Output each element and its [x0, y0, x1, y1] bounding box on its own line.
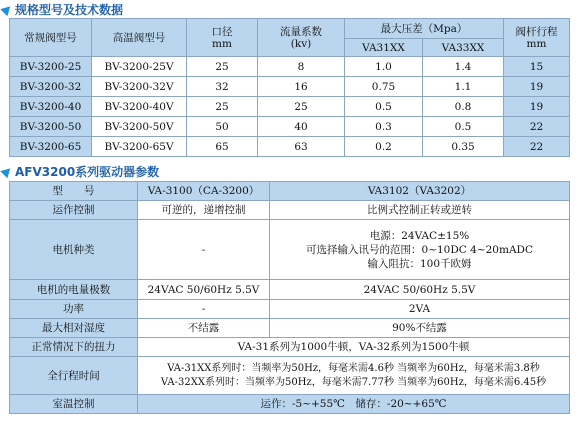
travel-label: 全行程时间 — [10, 357, 138, 395]
header-diameter-unit: mm — [212, 37, 232, 50]
motor-b — [270, 220, 570, 280]
cell-va31: 0.5 — [345, 97, 423, 117]
control-a: 可逆的，递增控制 — [138, 201, 270, 220]
header-flow — [258, 19, 345, 57]
cell-va33: 0.8 — [423, 97, 504, 117]
model-label: 型 号 — [10, 182, 138, 201]
model-b: VA3102（VA3202） — [270, 182, 570, 201]
power-label: 电机的电量极数 — [10, 280, 138, 300]
header-diameter-label: 口径 — [211, 25, 233, 38]
temp-label: 室温控制 — [10, 395, 138, 414]
model-a: VA-3100（CA-3200） — [138, 182, 270, 201]
motor-input-range: 可选择输入讯号的范围：0~10DC 4~20mADC — [306, 243, 533, 256]
cell-va33: 0.35 — [423, 137, 504, 157]
cell-va33: 1.4 — [423, 57, 504, 77]
cell-ht-model: BV-3200-40V — [92, 97, 187, 117]
motor-power-supply: 电源：24VAC±15% — [369, 229, 470, 242]
cell-diameter: 25 — [187, 97, 258, 117]
humid-label: 最大相对湿度 — [10, 319, 138, 338]
section-title: 规格型号及技术数据 — [15, 2, 124, 17]
header-stroke-label: 阀杆行程 — [515, 25, 558, 38]
power-b: 24VAC 50/60Hz 5.5V — [270, 280, 570, 300]
cell-va33: 1.1 — [423, 77, 504, 97]
cell-flow: 16 — [258, 77, 345, 97]
motor-a: - — [138, 220, 270, 280]
header-max-pressure: 最大压差（Mpa） — [345, 19, 504, 39]
table-row — [10, 137, 570, 157]
cell-std-model: BV-3200-65 — [10, 137, 92, 157]
cell-stroke: 19 — [504, 97, 570, 117]
diamond-bullet-icon — [0, 2, 13, 15]
watt-a: - — [138, 300, 270, 319]
cell-ht-model: BV-3200-65V — [92, 137, 187, 157]
torque-label: 正常情况下的扭力 — [10, 338, 138, 357]
table-row — [10, 117, 570, 137]
cell-ht-model: BV-3200-25V — [92, 57, 187, 77]
motor-impedance: 输入阻抗：100千欧姆 — [367, 257, 472, 270]
cell-flow: 63 — [258, 137, 345, 157]
header-ht-model: 高温阀型号 — [92, 19, 187, 57]
cell-va31: 1.0 — [345, 57, 423, 77]
cell-flow: 8 — [258, 57, 345, 77]
header-va31: VA31XX — [345, 39, 423, 57]
cell-std-model: BV-3200-50 — [10, 117, 92, 137]
cell-va31: 0.3 — [345, 117, 423, 137]
temp-value: 运作：-5~+55℃ 储存：-20~+65℃ — [138, 395, 570, 414]
cell-ht-model: BV-3200-50V — [92, 117, 187, 137]
travel-va32: VA-32XX系列时：当频率为50Hz，每毫米需7.77秒 当频率为60Hz，每毫米需6.45秒 — [160, 376, 547, 388]
cell-diameter: 50 — [187, 117, 258, 137]
control-label: 运作控制 — [10, 201, 138, 220]
header-stroke — [504, 19, 570, 57]
spec-table — [9, 18, 570, 157]
cell-stroke: 22 — [504, 117, 570, 137]
section-title: AFV3200系列驱动器参数 — [15, 164, 160, 179]
table-row — [10, 97, 570, 117]
header-va33: VA33XX — [423, 39, 504, 57]
header-flow-unit: (kv) — [290, 37, 312, 50]
torque-value: VA-31系列为1000牛顿，VA-32系列为1500牛顿 — [138, 338, 570, 357]
diamond-bullet-icon — [0, 164, 13, 177]
cell-flow: 40 — [258, 117, 345, 137]
motor-label: 电机种类 — [10, 220, 138, 280]
header-diameter — [187, 19, 258, 57]
actuator-table — [9, 181, 570, 414]
cell-flow: 25 — [258, 97, 345, 117]
header-flow-label: 流量系数 — [280, 25, 322, 38]
cell-std-model: BV-3200-32 — [10, 77, 92, 97]
section-heading-specs — [2, 1, 123, 17]
cell-va31: 0.75 — [345, 77, 423, 97]
table-row — [10, 57, 570, 77]
header-std-model: 常规阀型号 — [10, 19, 92, 57]
cell-std-model: BV-3200-25 — [10, 57, 92, 77]
watt-b: 2VA — [270, 300, 570, 319]
travel-value — [138, 357, 570, 395]
power-a: 24VAC 50/60Hz 5.5V — [138, 280, 270, 300]
cell-ht-model: BV-3200-32V — [92, 77, 187, 97]
cell-std-model: BV-3200-40 — [10, 97, 92, 117]
cell-va31: 0.2 — [345, 137, 423, 157]
cell-stroke: 22 — [504, 137, 570, 157]
section-heading-actuator — [2, 163, 159, 179]
control-b: 比例式控制正转或逆转 — [270, 201, 570, 220]
humid-b: 90%不结露 — [270, 319, 570, 338]
cell-diameter: 32 — [187, 77, 258, 97]
cell-stroke: 15 — [504, 57, 570, 77]
header-stroke-unit: mm — [526, 37, 547, 50]
humid-a: 不结露 — [138, 319, 270, 338]
cell-diameter: 25 — [187, 57, 258, 77]
cell-stroke: 19 — [504, 77, 570, 97]
watt-label: 功率 — [10, 300, 138, 319]
travel-va31: VA-31XX系列时：当频率为50Hz，每毫米需4.6秒 当频率为60Hz，每毫米需3.8秒 — [167, 362, 540, 374]
cell-diameter: 65 — [187, 137, 258, 157]
cell-va33: 0.5 — [423, 117, 504, 137]
table-row — [10, 77, 570, 97]
